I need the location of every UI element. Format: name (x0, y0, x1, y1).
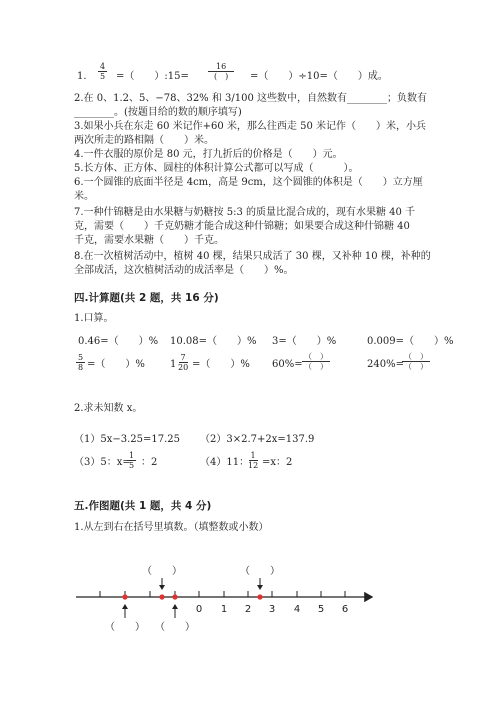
q1-number: 1. (77, 71, 87, 82)
solve-e3-pre: （3）5：x= (74, 457, 131, 468)
q7-line1: 7.一种什锦糖是由水果糖与奶糖按 5:3 的质量比混合成的，现有水果糖 40 千 (74, 207, 416, 218)
solve-e2: （2）3×2.7+2x=137.9 (200, 434, 315, 445)
q8-line1: 8.在一次植树活动中，植树 40 棵，结果只成活了 30 棵，又补种 10 棵，补种的 (74, 251, 431, 262)
oral-r2c3: 60%= (272, 359, 303, 370)
q6-line2: 米。 (74, 191, 94, 202)
oral-r2c2-fraction (176, 353, 190, 372)
fraction-numerator: 5 (78, 353, 84, 362)
solve-e3-fraction (127, 451, 136, 470)
solve-title: 2.求未知数 x。 (74, 403, 143, 414)
oral-r2c4-fraction (402, 352, 430, 371)
red-marker-1 (122, 594, 127, 599)
oral-r1c4: 0.009=（ ）% (367, 336, 454, 347)
tick-label-1: 1 (220, 604, 228, 615)
number-line-ticks (100, 591, 345, 597)
fraction-denominator: 5 (129, 461, 135, 470)
fraction-denominator: 5 (100, 72, 106, 81)
answer-paren-top-1: （ ） (142, 566, 182, 577)
oral-r2c4: 240%= (367, 359, 404, 370)
oral-r2c2-whole: 1 (170, 359, 177, 370)
q7-line3: 千克，需要水果糖（ ）千克。 (74, 235, 224, 246)
solve-e1: （1）5x−3.25=17.25 (74, 434, 181, 445)
red-marker-4 (257, 594, 262, 599)
q1-part-a: =（ ）:15= (116, 71, 189, 82)
oral-r2c1-rest: =（ ）% (87, 359, 145, 370)
fraction-numerator: （ ） (304, 352, 328, 361)
tick-label-0: 0 (195, 604, 203, 615)
fraction-denominator: 12 (248, 461, 259, 470)
oral-r1c3: 3=（ ）% (272, 336, 337, 347)
section5-title: 五.作图题(共 1 题，共 4 分) (74, 500, 212, 512)
tick-label-6: 6 (341, 604, 349, 615)
q2-line1: 2.在 0、1.2、5、−78、32% 和 3/100 这些数中，自然数有________；负数有 (74, 93, 428, 104)
tick-label-4: 4 (293, 604, 301, 615)
q1-fraction-4-5 (98, 62, 107, 81)
fraction-denominator: （ ） (404, 362, 428, 371)
q4-text: 4.一件衣服的原价是 80 元，打九折后的价格是（ ）元。 (74, 149, 343, 160)
solve-e3-post: ：2 (141, 457, 158, 468)
q2-line2: ________。(按题目给的数的顺序填写) (74, 107, 242, 118)
answer-paren-bottom-2: （ ） (155, 622, 195, 633)
answer-paren-bottom-1: （ ） (105, 622, 145, 633)
oral-r2c3-fraction (302, 352, 330, 371)
oral-r2c1-fraction (76, 353, 85, 372)
fraction-numerator: （ ） (404, 352, 428, 361)
answer-paren-top-2: （ ） (240, 566, 280, 577)
q3-line1: 3.如果小兵在东走 60 米记作+60 米，那么往西走 50 米记作（ ）米，小兵 (74, 121, 426, 132)
red-marker-3 (172, 594, 177, 599)
fraction-numerator: 7 (180, 353, 186, 362)
q7-line2: 克，需要（ ）千克奶糖才能合成这种什锦糖；如果要合成这种什锦糖 40 (74, 221, 410, 232)
fraction-numerator: 16 (208, 62, 234, 72)
fraction-denominator: ( ) (213, 72, 229, 81)
oral-r1c2: 10.08=（ ）% (170, 336, 257, 347)
fraction-denominator: 20 (178, 363, 189, 372)
q3-line2: 两次所走的路相隔（ ）米。 (74, 135, 214, 146)
q1-fraction-16 (208, 62, 234, 81)
fraction-numerator: 1 (129, 451, 135, 460)
tick-label-3: 3 (268, 604, 276, 615)
fraction-denominator: 8 (78, 363, 84, 372)
fraction-numerator: 4 (100, 62, 106, 71)
solve-e4-fraction (246, 451, 260, 470)
q5-text: 5.长方体、正方体、圆柱的体积计算公式都可以写成（ ）。 (74, 163, 359, 174)
oral-r2c2-rest: =（ ）% (192, 359, 250, 370)
fraction-numerator: 1 (250, 451, 256, 460)
oral-r1c1: 0.46=（ ）% (78, 336, 159, 347)
red-marker-2 (159, 594, 164, 599)
tick-label-2: 2 (244, 604, 252, 615)
q1-part-b: =（ ）÷10=（ ）成。 (250, 71, 388, 82)
section4-title: 四.计算题(共 2 题，共 16 分) (74, 292, 219, 304)
solve-e4-post: =x：2 (262, 457, 293, 468)
q6-line1: 6.一个圆锥的底面半径是 4cm，高是 9cm，这个圆锥的体积是（ ）立方厘 (74, 177, 423, 188)
q8-line2: 全部成活，这次植树活动的成活率是（ ）%。 (74, 265, 294, 276)
tick-label-5: 5 (317, 604, 325, 615)
oral-title: 1.口算。 (74, 313, 114, 324)
solve-e4-pre: （4）11： (200, 457, 250, 468)
fraction-denominator: （ ） (304, 362, 328, 371)
draw-q1-text: 1.从左到右在括号里填数。（填整数或小数） (74, 522, 269, 533)
